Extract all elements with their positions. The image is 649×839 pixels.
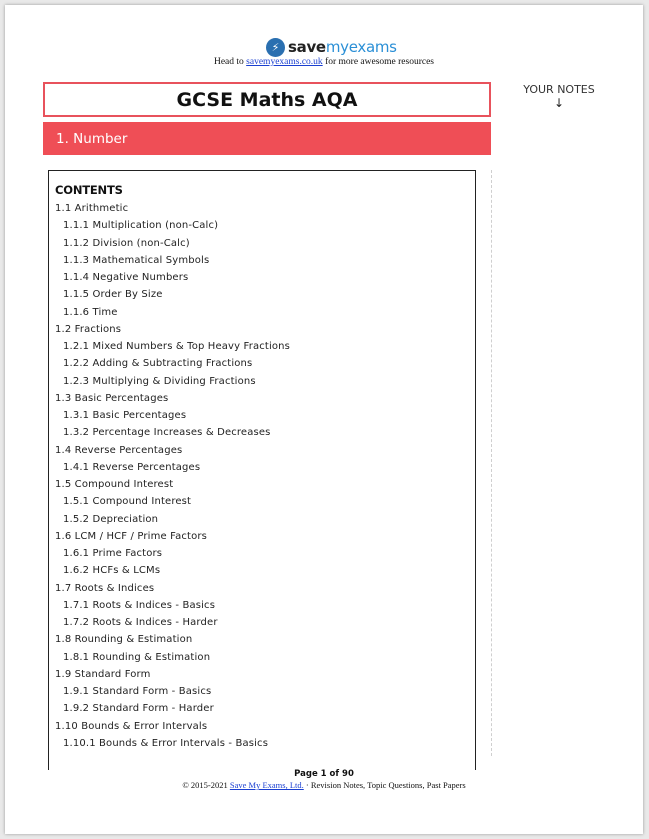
- toc-section-item[interactable]: 1.5 Compound Interest: [55, 479, 174, 490]
- toc-subsection-item[interactable]: 1.3.2 Percentage Increases & Decreases: [63, 427, 271, 439]
- logo-word-exams: exams: [348, 38, 397, 56]
- arrow-down-icon: ↓: [553, 96, 565, 110]
- header-line: [5, 57, 643, 67]
- toc-subsection-item[interactable]: 1.1.2 Division (non-Calc): [63, 237, 190, 249]
- logo-word-save: save: [288, 38, 326, 56]
- footer-prefix: © 2015-2021: [182, 780, 230, 790]
- logo[interactable]: [266, 37, 397, 57]
- toc-subsection-item[interactable]: 1.6.2 HCFs & LCMs: [63, 565, 161, 577]
- toc-section-item[interactable]: 1.2 Fractions: [55, 323, 122, 335]
- toc-section-item[interactable]: 1.8 Rounding & Estimation: [55, 634, 193, 646]
- toc-subsection-item[interactable]: 1.7.2 Roots & Indices - Harder: [63, 617, 218, 628]
- toc-section-item[interactable]: 1.1 Arithmetic: [55, 203, 129, 214]
- page-number: Page 1 of 90: [294, 769, 354, 779]
- footer-link[interactable]: Save My Exams, Ltd.: [229, 780, 304, 790]
- toc-subsection-item[interactable]: 1.1.5 Order By Size: [63, 289, 163, 301]
- toc-subsection-item[interactable]: 1.9.2 Standard Form - Harder: [63, 703, 214, 715]
- toc-subsection-item[interactable]: 1.1.4 Negative Numbers: [63, 272, 189, 283]
- contents-list: [55, 200, 475, 752]
- header-suffix: for more awesome resources: [322, 57, 435, 67]
- toc-subsection-item[interactable]: 1.3.1 Basic Percentages: [63, 410, 187, 421]
- toc-subsection-item[interactable]: 1.2.2 Adding & Subtracting Fractions: [63, 358, 253, 370]
- toc-subsection-item[interactable]: 1.1.3 Mathematical Symbols: [63, 254, 210, 266]
- toc-subsection-item[interactable]: 1.2.1 Mixed Numbers & Top Heavy Fractions: [63, 341, 290, 352]
- contents-box: [48, 170, 476, 770]
- toc-section-item[interactable]: 1.6 LCM / HCF / Prime Factors: [55, 530, 207, 542]
- toc-section-item[interactable]: 1.4 Reverse Percentages: [55, 444, 183, 456]
- toc-subsection-item[interactable]: 1.5.2 Depreciation: [63, 513, 159, 525]
- header-prefix: Head to: [213, 57, 247, 67]
- notes-text: YOUR NOTES: [523, 83, 595, 96]
- toc-subsection-item[interactable]: 1.1.6 Time: [63, 306, 118, 318]
- page-title: GCSE Maths AQA: [43, 82, 491, 117]
- toc-subsection-item[interactable]: 1.7.1 Roots & Indices - Basics: [63, 599, 216, 611]
- toc-subsection-item[interactable]: 1.10.1 Bounds & Error Intervals - Basics: [63, 737, 269, 749]
- contents-heading: CONTENTS: [55, 183, 123, 197]
- header-link[interactable]: savemyexams.co.uk: [246, 57, 323, 67]
- toc-subsection-item[interactable]: 1.1.1 Multiplication (non-Calc): [63, 220, 219, 232]
- footer-suffix: · Revision Notes, Topic Questions, Past Papers: [303, 780, 466, 790]
- toc-subsection-item[interactable]: 1.2.3 Multiplying & Dividing Fractions: [63, 375, 256, 387]
- logo-text: [288, 38, 397, 56]
- toc-subsection-item[interactable]: 1.4.1 Reverse Percentages: [63, 461, 201, 473]
- toc-subsection-item[interactable]: 1.5.1 Compound Interest: [63, 496, 192, 508]
- logo-word-my: my: [325, 38, 349, 56]
- lightning-bolt-icon: ⚡: [266, 38, 285, 57]
- toc-subsection-item[interactable]: 1.9.1 Standard Form - Basics: [63, 686, 212, 697]
- toc-section-item[interactable]: 1.9 Standard Form: [55, 668, 151, 680]
- section-header: 1. Number: [43, 122, 491, 155]
- document-page: [5, 5, 643, 834]
- toc-subsection-item[interactable]: 1.6.1 Prime Factors: [63, 548, 163, 559]
- toc-section-item[interactable]: 1.7 Roots & Indices: [55, 582, 155, 594]
- footer-line: [5, 780, 643, 790]
- toc-section-item[interactable]: 1.10 Bounds & Error Intervals: [55, 720, 208, 732]
- toc-subsection-item[interactable]: 1.8.1 Rounding & Estimation: [63, 651, 211, 663]
- toc-section-item[interactable]: 1.3 Basic Percentages: [55, 392, 169, 404]
- your-notes-label: [509, 83, 609, 109]
- notes-divider: [491, 170, 492, 756]
